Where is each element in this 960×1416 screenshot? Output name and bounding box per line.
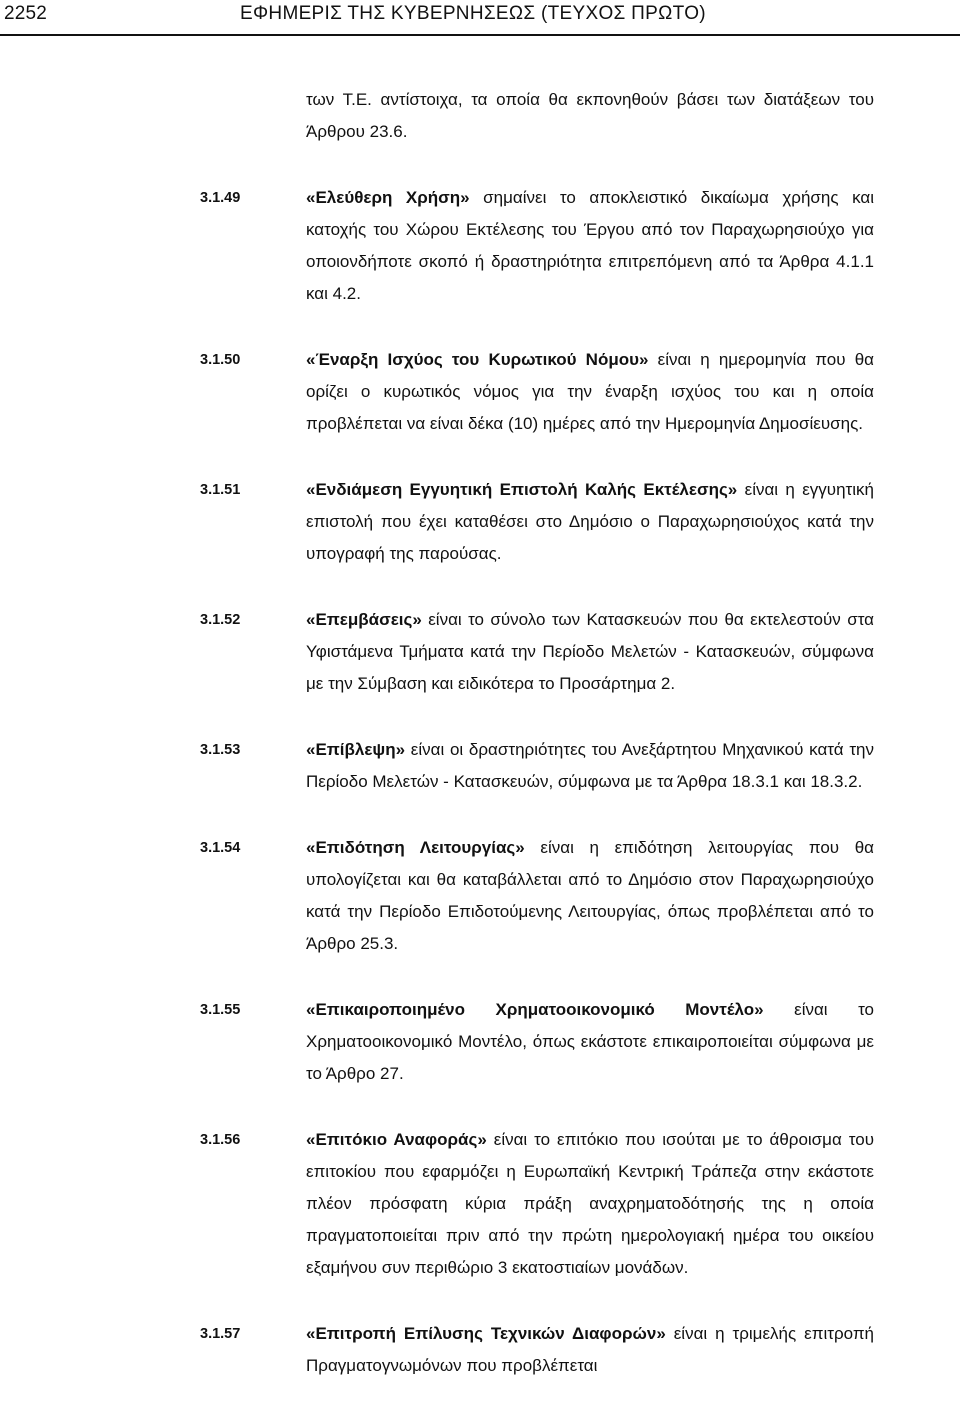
definition-number: 3.1.49 [200, 190, 241, 206]
page-number: 2252 [4, 3, 48, 24]
definition-description: είναι η ημερομηνία που θα ορίζει ο κυρωτικός νόμος για την έναρξη ισχύος του και η οποία προβλέπεται να είναι δέκα (10) ημέρες από την Ημερομηνία Δημοσίευσης. [306, 350, 874, 433]
definition-description: είναι η τριμελής επιτροπή Πραγματογνωμόνων που προβλέπεται [306, 1324, 875, 1375]
definition-number: 3.1.50 [200, 352, 241, 368]
definition-3-1-53 [200, 734, 880, 798]
definition-3-1-50 [200, 344, 880, 440]
definition-term: «Ενδιάμεση Εγγυητική Επιστολή Καλής Εκτέλεσης» [306, 480, 738, 499]
definition-term: «Επιδότηση Λειτουργίας» [306, 838, 525, 857]
continued-paragraph [200, 84, 880, 148]
definition-number: 3.1.56 [200, 1132, 241, 1148]
definition-description: είναι η επιδότηση λειτουργίας που θα υπολογίζεται και θα καταβάλλεται από το Δημόσιο στον Παραχωρησιούχο κατά την Περίοδο Επιδοτούμενης Λειτουργίας, όπως προβλέπεται από το Άρθρο 25.3. [306, 838, 874, 953]
document-body [200, 84, 880, 1416]
definition-3-1-56 [200, 1124, 880, 1284]
definition-text [306, 994, 874, 1090]
definition-3-1-51 [200, 474, 880, 570]
running-title: ΕΦΗΜΕΡΙΣ ΤΗΣ ΚΥΒΕΡΝΗΣΕΩΣ (ΤΕΥΧΟΣ ΠΡΩΤΟ) [240, 3, 706, 24]
definition-number: 3.1.53 [200, 742, 241, 758]
definition-description: είναι οι δραστηριότητες του Ανεξάρτητου Μηχανικού κατά την Περίοδο Μελετών - Κατασκευών, σύμφωνα με τα Άρθρα 18.3.1 και 18.3.2. [306, 740, 874, 791]
definition-3-1-52 [200, 604, 880, 700]
definition-number: 3.1.57 [200, 1326, 241, 1342]
definition-description: είναι το επιτόκιο που ισούται με το άθροισμα του επιτοκίου που εφαρμόζει η Ευρωπαϊκή Κεντρική Τράπεζα στην εκάστοτε πλέον πρόσφατη κύρια πράξη αναχρηματοδότησής της η οποία πραγματοποιείται πριν από την πρώτη ημερολογιακή ημέρα του οικείου εξαμήνου συν περιθώριο 3 εκατοστιαίων μονάδων. [306, 1130, 874, 1277]
definition-text [306, 344, 874, 440]
definition-number: 3.1.51 [200, 482, 241, 498]
definition-number: 3.1.54 [200, 840, 241, 856]
definition-text [306, 182, 874, 310]
page-header [0, 0, 960, 40]
definition-term: «Επεμβάσεις» [306, 610, 422, 629]
definition-3-1-57 [200, 1318, 880, 1382]
header-rule [0, 34, 960, 36]
paragraph-text: των Τ.Ε. αντίστοιχα, τα οποία θα εκπονηθούν βάσει των διατάξεων του Άρθρου 23.6. [306, 90, 874, 141]
definition-number: 3.1.52 [200, 612, 241, 628]
definition-3-1-54 [200, 832, 880, 960]
definition-3-1-55 [200, 994, 880, 1090]
definition-text [306, 1318, 874, 1382]
definition-term: «Επικαιροποιημένο Χρηματοοικονομικό Μοντέλο» [306, 1000, 764, 1019]
definition-term: «Ελεύθερη Χρήση» [306, 188, 470, 207]
definition-text [306, 474, 874, 570]
definition-3-1-49 [200, 182, 880, 310]
definition-description: είναι το Χρηματοοικονομικό Μοντέλο, όπως εκάστοτε επικαιροποιείται σύμφωνα με το Άρθρο 27. [306, 1000, 874, 1083]
definition-term: «Επίβλεψη» [306, 740, 406, 759]
definition-number: 3.1.55 [200, 1002, 241, 1018]
definition-term: «Επιτροπή Επίλυσης Τεχνικών Διαφορών» [306, 1324, 666, 1343]
definition-description: είναι η εγγυητική επιστολή που έχει καταθέσει στο Δημόσιο ο Παραχωρησιούχος κατά την υπογραφή της παρούσας. [306, 480, 874, 563]
definition-description: είναι το σύνολο των Κατασκευών που θα εκτελεστούν στα Υφιστάμενα Τμήματα κατά την Περίοδο Μελετών - Κατασκευών, σύμφωνα με την Σύμβαση και ειδικότερα το Προσάρτημα 2. [306, 610, 874, 693]
definition-text [306, 832, 874, 960]
definition-term: «Επιτόκιο Αναφοράς» [306, 1130, 487, 1149]
definition-text [306, 604, 874, 700]
definition-text [306, 1124, 874, 1284]
definition-term: «Έναρξη Ισχύος του Κυρωτικού Νόμου» [306, 350, 649, 369]
definition-text [306, 734, 874, 798]
definition-description: σημαίνει το αποκλειστικό δικαίωμα χρήσης και κατοχής του Χώρου Εκτέλεσης του Έργου από τον Παραχωρησιούχο για οποιονδήποτε σκοπό ή δραστηριότητα επιτρεπόμενη από τα Άρθρα 4.1.1 και 4.2. [306, 188, 874, 303]
